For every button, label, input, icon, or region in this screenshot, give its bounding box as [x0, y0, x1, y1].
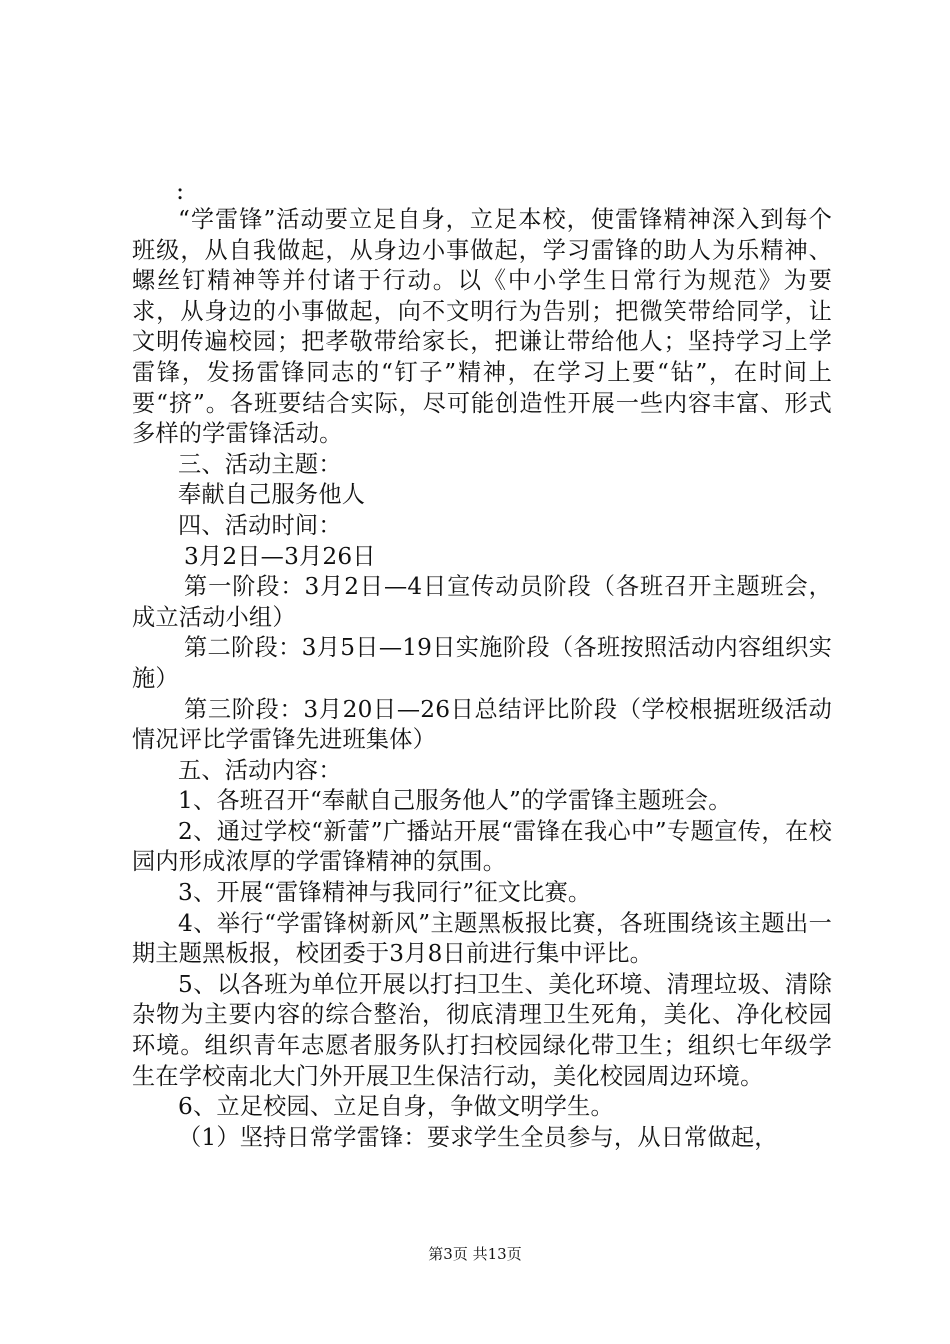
activity-theme-text: 奉献自己服务他人 [178, 481, 366, 509]
content-item-6-1: （1）坚持日常学雷锋：要求学生全员参与，从日常做起， [178, 1123, 778, 1151]
content-item-1: 1、各班召开“奉献自己服务他人”的学雷锋主题班会。 [178, 787, 732, 815]
page-number-footer: 第3页 共13页 [428, 1245, 522, 1263]
content-item-3: 3、开展“雷锋精神与我同行”征文比赛。 [178, 879, 592, 907]
content-item-6: 6、立足校园、立足自身，争做文明学生。 [178, 1093, 614, 1121]
heading-activity-content: 五、活动内容： [178, 756, 342, 784]
activity-time-range: 3月2日—3月26日 [184, 542, 376, 570]
content-item-5: 5、以各班为单位开展以打扫卫生、美化环境、清理垃圾、清除杂物为主要内容的综合整治，彻底清理卫生死角，美化、净化校园环境。组织青年志愿者服务队打扫校园绿化带卫生；组织七年级学生在学校南北大门外开展卫生保洁行动，美化校园周边环境。 [132, 970, 832, 1090]
heading-activity-time: 四、活动时间： [178, 511, 342, 539]
phase-one: 第一阶段：3月2日—4日宣传动员阶段（各班召开主题班会，成立活动小组） [132, 573, 832, 631]
content-item-4: 4、举行“学雷锋树新风”主题黑板报比赛，各班围绕该主题出一期主题黑板报，校团委于3月8日前进行集中评比。 [132, 909, 832, 968]
heading-activity-theme: 三、活动主题： [178, 450, 342, 478]
paragraph-intro: “学雷锋”活动要立足自身，立足本校，使雷锋精神深入到每个班级，从自我做起，从身边小事做起，学习雷锋的助人为乐精神、螺丝钉精神等并付诸于行动。以《中小学生日常行为规范》为要求，从身边的小事做起，向不文明行为告别；把微笑带给同学，让文明传遍校园；把孝敬带给家长，把谦让带给他人；坚持学习上学雷锋，发扬雷锋同志的“钉子”精神，在学习上要“钻”，在时间上要“挤”。各班要结合实际，尽可能创造性开展一些内容丰富、形式多样的学雷锋活动。 [132, 206, 832, 448]
leading-colon: : [176, 177, 185, 205]
phase-three: 第三阶段：3月20日—26日总结评比阶段（学校根据班级活动情况评比学雷锋先进班集体） [132, 695, 832, 754]
phase-two: 第二阶段：3月5日—19日实施阶段（各班按照活动内容组织实施） [132, 634, 832, 692]
content-item-2: 2、通过学校“新蕾”广播站开展“雷锋在我心中”专题宣传，在校园内形成浓厚的学雷锋精神的氛围。 [132, 817, 832, 876]
document-body [132, 179, 832, 1153]
